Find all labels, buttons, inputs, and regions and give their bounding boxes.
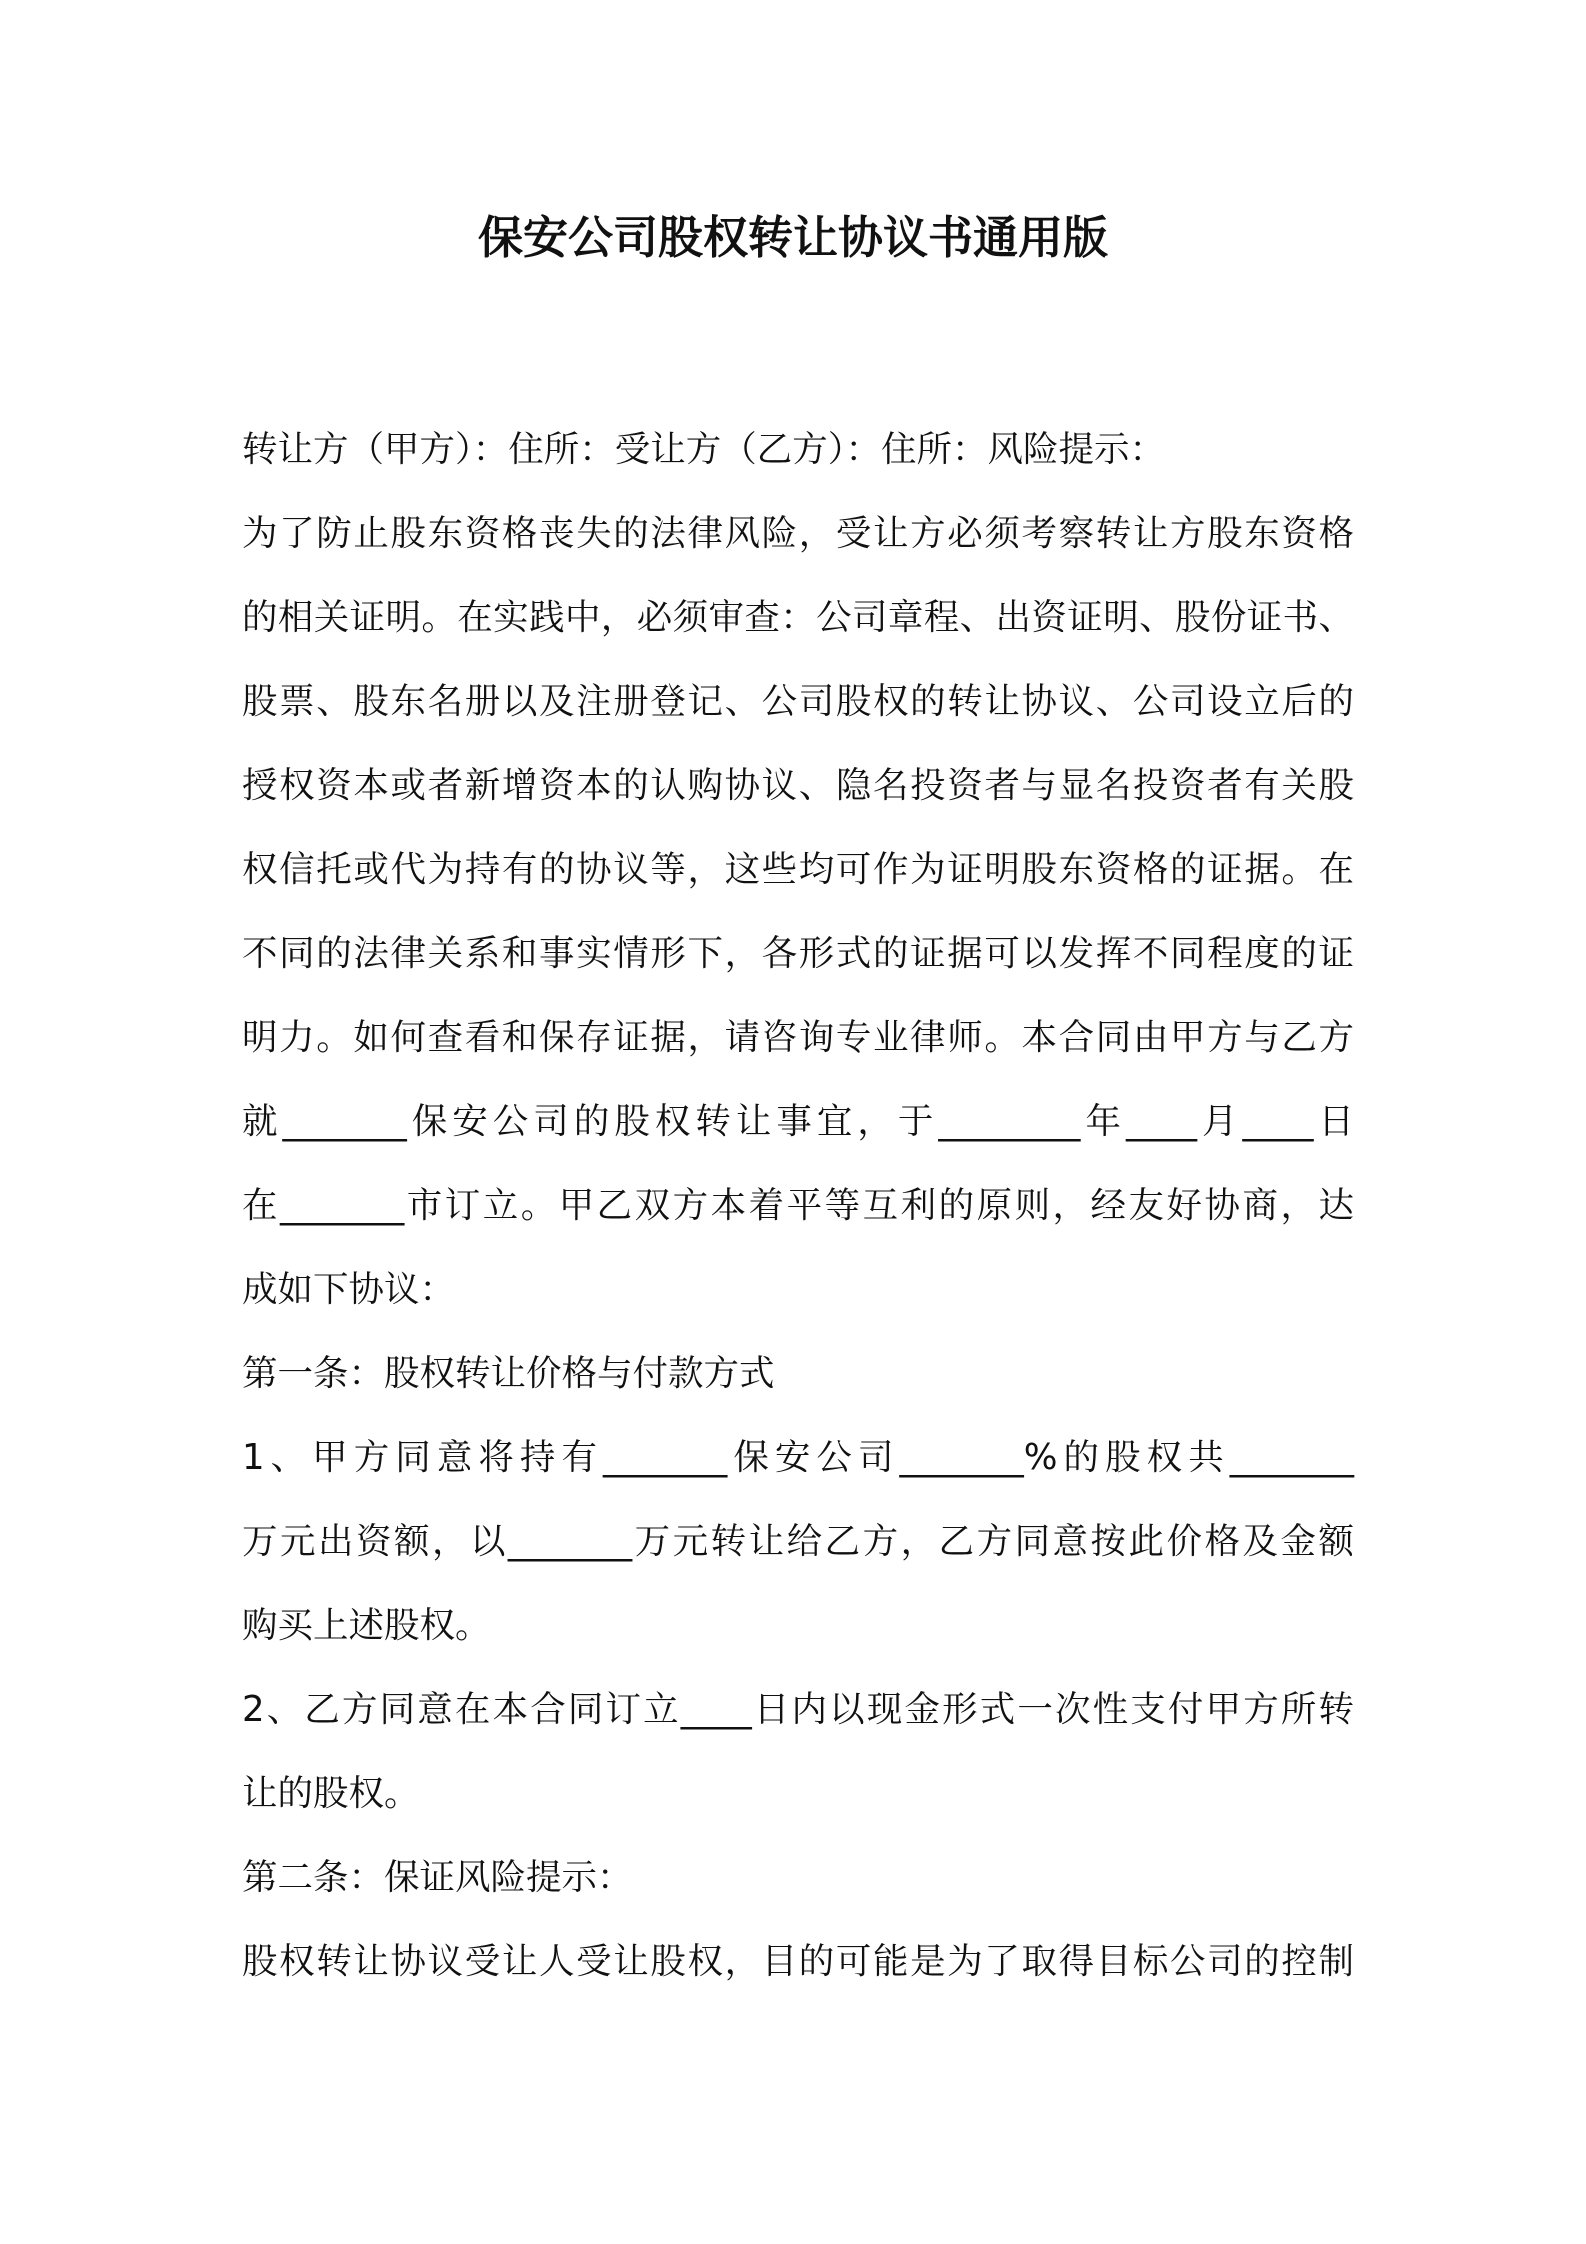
article-1-heading: 第一条：股权转让价格与付款方式 (242, 1353, 775, 1394)
document-title: 保安公司股权转让协议书通用版 (477, 211, 1108, 264)
article-1-clause-1-line-2: 万元出资额，以_______万元转让给乙方，乙方同意按此价格及金额 (242, 1521, 1354, 1562)
line-risk-4: 授权资本或者新增资本的认购协议、隐名投资者与显名投资者有关股 (242, 765, 1354, 806)
article-2-text-line-1: 股权转让协议受让人受让股权，目的可能是为了取得目标公司的控制 (242, 1941, 1354, 1982)
line-risk-2: 的相关证明。在实践中，必须审查：公司章程、出资证明、股份证书、 (242, 597, 1354, 638)
article-1-clause-1-line-1: 1、甲方同意将持有_______保安公司_______%的股权共_______ (242, 1437, 1354, 1478)
line-contract-place: 在_______市订立。甲乙双方本着平等互利的原则，经友好协商，达 (242, 1185, 1354, 1226)
line-risk-7: 明力。如何查看和保存证据，请咨询专业律师。本合同由甲方与乙方 (242, 1017, 1354, 1058)
line-risk-5: 权信托或代为持有的协议等，这些均可作为证明股东资格的证据。在 (242, 849, 1354, 890)
line-parties: 转让方（甲方）：住所：受让方（乙方）：住所：风险提示： (242, 429, 1166, 470)
article-1-clause-1-line-3: 购买上述股权。 (242, 1605, 491, 1646)
document-body (242, 408, 1354, 2004)
line-risk-3: 股票、股东名册以及注册登记、公司股权的转让协议、公司设立后的 (242, 681, 1354, 722)
line-contract-date: 就_______保安公司的股权转让事宜，于________年____月____日 (242, 1101, 1354, 1142)
line-risk-6: 不同的法律关系和事实情形下，各形式的证据可以发挥不同程度的证 (242, 933, 1354, 974)
line-risk-1: 为了防止股东资格丧失的法律风险，受让方必须考察转让方股东资格 (242, 513, 1354, 554)
article-1-clause-2-line-2: 让的股权。 (242, 1773, 420, 1814)
article-2-heading: 第二条：保证风险提示： (242, 1857, 633, 1898)
article-1-clause-2-line-1: 2、乙方同意在本合同订立____日内以现金形式一次性支付甲方所转 (242, 1689, 1354, 1730)
line-agreement-intro: 成如下协议： (242, 1269, 456, 1310)
